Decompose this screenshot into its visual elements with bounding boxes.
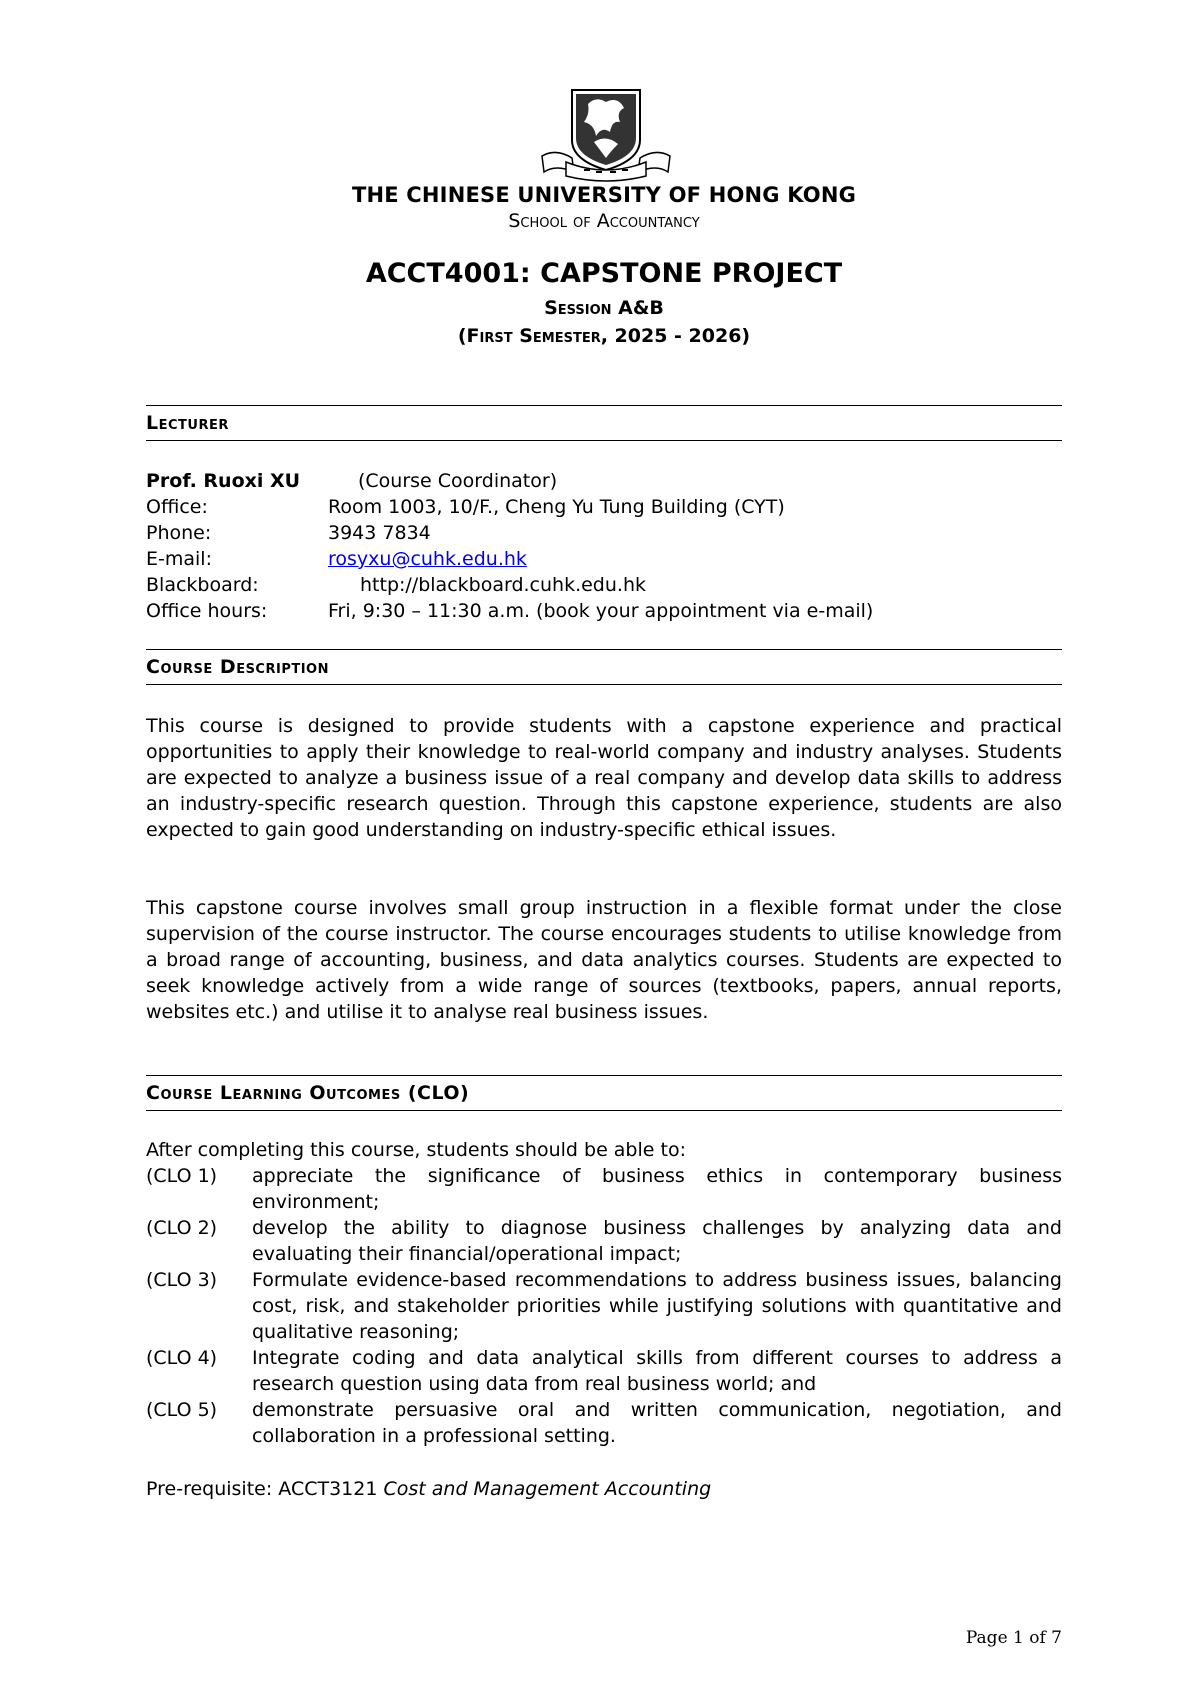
- school-name: School of Accountancy: [508, 210, 700, 232]
- clo-text: develop the ability to diagnose business challenges by analyzing data and evaluating their financial/operational impact;: [252, 1217, 1062, 1265]
- phone-row: [146, 520, 1062, 546]
- lecturer-name-row: [146, 468, 1062, 494]
- description-paragraph-2: This capstone course involves small group instruction in a flexible format under the close supervision of the course instructor. The course encourages students to utilise knowledge from a broad range of accounting, business, and data analytics courses. Students are expected to seek knowledge actively from a wide range of sources (textbooks, papers, annual reports, websites etc.) and utilise it to analyse real business issues.: [146, 897, 1062, 1023]
- page-number: Page 1 of 7: [965, 1628, 1062, 1648]
- prerequisite-label: Pre-requisite: ACCT3121: [146, 1478, 384, 1500]
- lecturer-info: [146, 468, 1062, 624]
- clo-tag: (CLO 5): [146, 1399, 218, 1421]
- office-value: Room 1003, 10/F., Cheng Yu Tung Building (CYT): [328, 496, 785, 518]
- section-heading-description: Course Description: [146, 649, 1062, 685]
- description-paragraph-1: This course is designed to provide students with a capstone experience and practical opportunities to apply their knowledge to real-world company and industry analyses. Students are expected to analyze a business issue of a real company and develop data skills to address an industry-specific research question. Through this capstone experience, students are also expected to gain good understanding on industry-specific ethical issues.: [146, 715, 1062, 841]
- prerequisite-course: Cost and Management Accounting: [383, 1478, 712, 1500]
- clo-tag: (CLO 1): [146, 1165, 218, 1187]
- phone-value: 3943 7834: [328, 522, 431, 544]
- section-heading-clo: Course Learning Outcomes (CLO): [146, 1075, 1062, 1111]
- clo-tag: (CLO 3): [146, 1269, 218, 1291]
- university-crest-logo: [536, 86, 676, 182]
- clo-tag: (CLO 4): [146, 1347, 218, 1369]
- clo-item: [146, 1267, 1062, 1345]
- office-label: Office:: [146, 496, 208, 518]
- email-label: E-mail:: [146, 548, 212, 570]
- lecturer-role: (Course Coordinator): [358, 470, 558, 492]
- clo-intro: After completing this course, students should be able to:: [146, 1139, 686, 1161]
- office-row: [146, 494, 1062, 520]
- clo-text: Integrate coding and data analytical skills from different courses to address a research question using data from real business world; and: [252, 1347, 1062, 1395]
- semester-label: (First Semester, 2025 - 2026): [457, 325, 751, 347]
- clo-text: appreciate the significance of business ethics in contemporary business environment;: [252, 1165, 1062, 1213]
- clo-tag: (CLO 2): [146, 1217, 218, 1239]
- phone-label: Phone:: [146, 522, 212, 544]
- clo-item: [146, 1163, 1062, 1215]
- clo-item: [146, 1345, 1062, 1397]
- office-hours-label: Office hours:: [146, 600, 268, 622]
- section-heading-lecturer: Lecturer: [146, 405, 1062, 441]
- prerequisite-line: [146, 1476, 711, 1502]
- clo-item: [146, 1215, 1062, 1267]
- email-link[interactable]: rosyxu@cuhk.edu.hk: [328, 548, 527, 570]
- document-header: [146, 182, 1062, 350]
- office-hours-row: [146, 598, 1062, 624]
- clo-item: [146, 1397, 1062, 1449]
- blackboard-label: Blackboard:: [146, 574, 259, 596]
- email-row: [146, 546, 1062, 572]
- clo-text: Formulate evidence-based recommendations to address business issues, balancing cost, risk, and stakeholder priorities while justifying solutions with quantitative and qualitative reasoning;: [252, 1269, 1062, 1343]
- clo-text: demonstrate persuasive oral and written communication, negotiation, and collaboration in a professional setting.: [252, 1399, 1062, 1447]
- clo-list: [146, 1137, 1062, 1449]
- office-hours-value: Fri, 9:30 – 11:30 a.m. (book your appointment via e-mail): [328, 600, 874, 622]
- course-title: ACCT4001: CAPSTONE PROJECT: [365, 258, 843, 289]
- session-label: Session A&B: [544, 297, 664, 319]
- university-name: THE CHINESE UNIVERSITY OF HONG KONG: [351, 183, 857, 207]
- blackboard-value: http://blackboard.cuhk.edu.hk: [360, 574, 646, 596]
- lecturer-name: Prof. Ruoxi XU: [146, 470, 301, 492]
- blackboard-row: [146, 572, 1062, 598]
